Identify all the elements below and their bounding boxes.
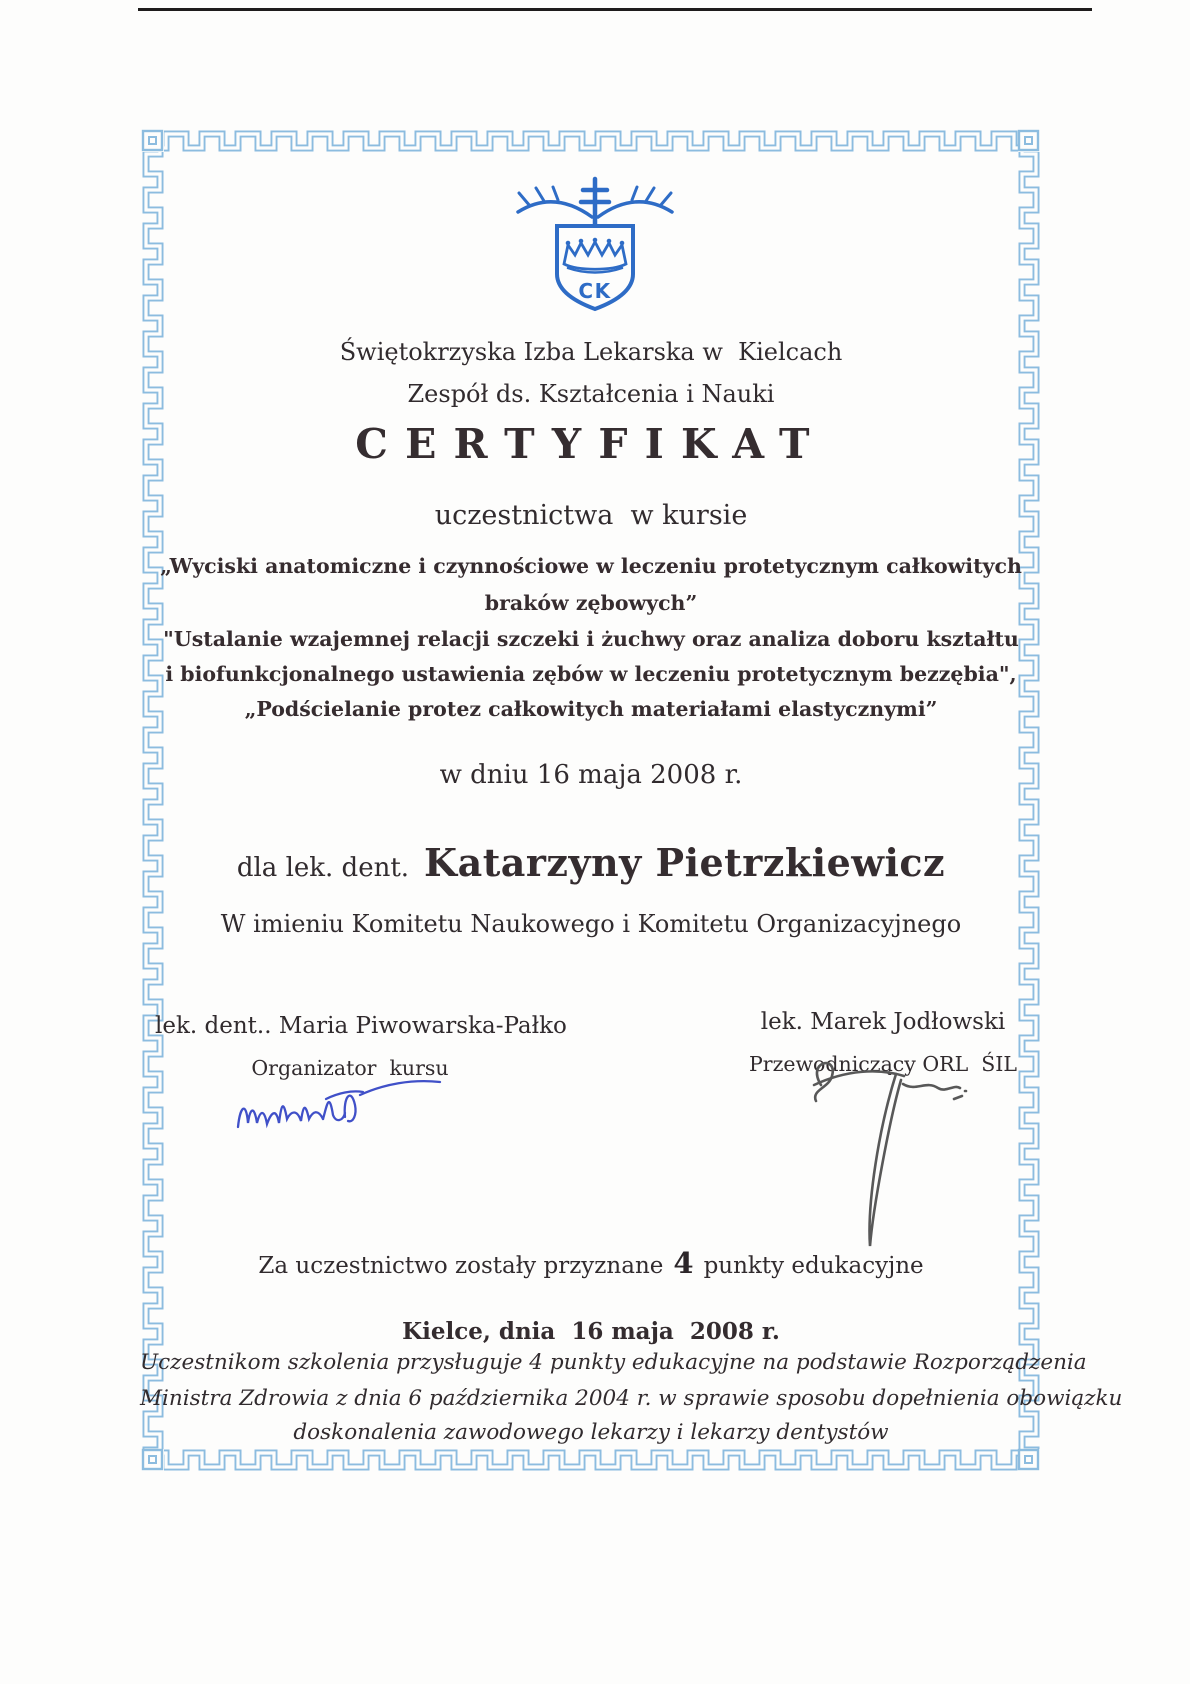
course-title-line: „Wyciski anatomiczne i czynnościowe w leczeniu protetycznym całkowitych: [160, 554, 1022, 578]
course-title-line: „Podścielanie protez całkowitych materiałami elastycznymi”: [244, 697, 938, 721]
points-suffix: punkty edukacyjne: [703, 1253, 924, 1279]
points-value: 4: [673, 1246, 694, 1280]
certificate-content: [140, 128, 1123, 1473]
course-title-line: i biofunkcjonalnego ustawienia zębów w leczeniu protetycznym bezzębia",: [165, 662, 1017, 686]
course-title-line: "Ustalanie wzajemnej relacji szczeki i żuchwy oraz analiza doboru kształtu: [163, 627, 1019, 651]
emblem-letters: CK: [578, 279, 612, 303]
legal-text-line: Ministra Zdrowia z dnia 6 października 2004 r. w sprawie sposobu dopełnienia obowiązku: [140, 1386, 1123, 1411]
place-and-date: Kielce, dnia 16 maja 2008 r.: [402, 1318, 780, 1345]
points-prefix: Za uczestnictwo zostały przyznane: [258, 1253, 664, 1279]
recipient-prefix: dla lek. dent.: [236, 853, 410, 883]
certificate-subtitle: uczestnictwa w kursie: [434, 500, 748, 531]
recipient-line: [140, 840, 1042, 885]
scan-artifact-line: [138, 8, 1092, 11]
signer-right-name: lek. Marek Jodłowski: [760, 1009, 1006, 1035]
certificate-title: CERTYFIKAT: [355, 420, 827, 468]
right-signature: [766, 1053, 971, 1263]
signer-right-role: Przewodniczący ORL ŚIL: [748, 1052, 1018, 1076]
issuer-name: Świętokrzyska Izba Lekarska w Kielcach: [339, 338, 843, 366]
signer-left-role: Organizator kursu: [251, 1056, 449, 1080]
signer-left-block: [155, 1013, 567, 1080]
committee-line: W imieniu Komitetu Naukowego i Komitetu Organizacyjnego: [220, 910, 962, 938]
recipient-name: Katarzyny Pietrzkiewicz: [424, 840, 946, 885]
issuer-department: Zespół ds. Kształcenia i Nauki: [407, 380, 775, 408]
course-title-line: braków zębowych”: [484, 591, 698, 615]
event-date: w dniu 16 maja 2008 r.: [439, 760, 743, 790]
legal-text-line: doskonalenia zawodowego lekarzy i lekarzy dentystów: [293, 1420, 889, 1445]
signer-left-name: lek. dent.. Maria Piwowarska-Pałko: [155, 1013, 567, 1039]
left-signature: [232, 1075, 467, 1145]
legal-text-line: Uczestnikom szkolenia przysługuje 4 punkty edukacyjne na podstawie Rozporządzenia: [140, 1350, 1087, 1375]
